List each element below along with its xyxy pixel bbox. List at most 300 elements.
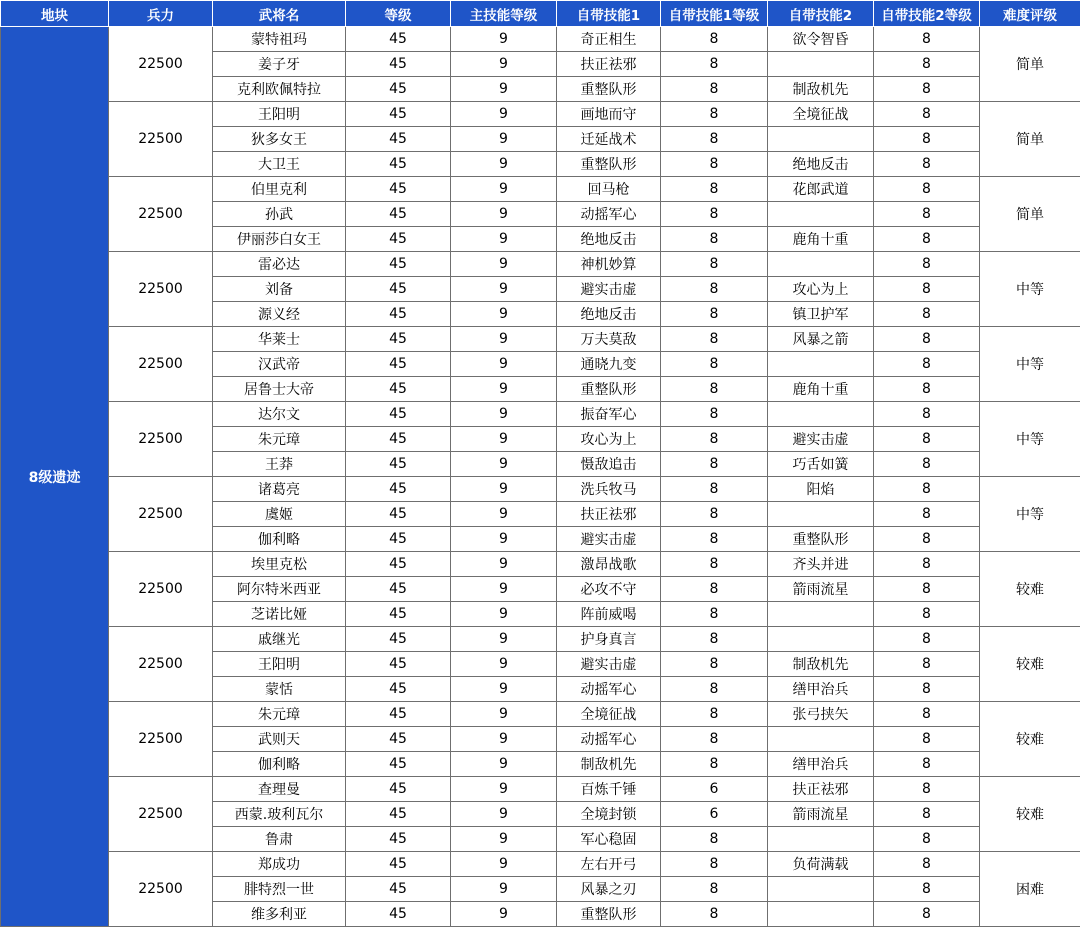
skill1-level-cell: 8 [661,77,768,102]
skill1-level-cell: 8 [661,177,768,202]
hero-name-cell: 狄多女王 [213,127,346,152]
level-cell: 45 [346,52,451,77]
level-cell: 45 [346,352,451,377]
skill1-level-cell: 8 [661,577,768,602]
skill1-cell: 左右开弓 [557,852,661,877]
skill2-level-cell: 8 [874,452,980,477]
hero-name-cell: 鲁肃 [213,827,346,852]
level-cell: 45 [346,852,451,877]
header-skill1-level: 自带技能1等级 [661,1,768,27]
skill1-level-cell: 8 [661,527,768,552]
skill2-cell: 箭雨流星 [768,577,874,602]
hero-name-cell: 汉武帝 [213,352,346,377]
skill2-level-cell: 8 [874,202,980,227]
table-row [1,852,1080,877]
level-cell: 45 [346,827,451,852]
header-hero-name: 武将名 [213,1,346,27]
troops-cell: 22500 [109,852,213,927]
table-row [1,777,1080,802]
header-skill1: 自带技能1 [557,1,661,27]
skill1-level-cell: 8 [661,352,768,377]
header-region: 地块 [1,1,109,27]
hero-name-cell: 伊丽莎白女王 [213,227,346,252]
skill2-cell: 欲令智昏 [768,27,874,52]
skill2-cell [768,827,874,852]
difficulty-cell: 困难 [980,852,1080,927]
skill2-cell [768,877,874,902]
table-row [1,327,1080,352]
skill1-cell: 护身真言 [557,627,661,652]
hero-name-cell: 腓特烈一世 [213,877,346,902]
skill2-level-cell: 8 [874,827,980,852]
skill1-cell: 全境封锁 [557,802,661,827]
hero-name-cell: 刘备 [213,277,346,302]
table-row [1,552,1080,577]
table-row [1,27,1080,52]
level-cell: 45 [346,377,451,402]
header-main-skill-level: 主技能等级 [451,1,557,27]
hero-name-cell: 华莱士 [213,327,346,352]
skill1-level-cell: 8 [661,277,768,302]
main-skill-level-cell: 9 [451,227,557,252]
skill1-cell: 画地而守 [557,102,661,127]
skill1-level-cell: 8 [661,27,768,52]
level-cell: 45 [346,277,451,302]
main-skill-level-cell: 9 [451,277,557,302]
difficulty-cell: 较难 [980,627,1080,702]
header-troops: 兵力 [109,1,213,27]
skill2-cell [768,502,874,527]
main-skill-level-cell: 9 [451,702,557,727]
table-row [1,102,1080,127]
hero-name-cell: 伽利略 [213,752,346,777]
skill1-level-cell: 8 [661,877,768,902]
skill2-level-cell: 8 [874,602,980,627]
skill2-cell [768,127,874,152]
level-cell: 45 [346,452,451,477]
skill2-level-cell: 8 [874,52,980,77]
skill2-level-cell: 8 [874,352,980,377]
main-skill-level-cell: 9 [451,452,557,477]
hero-name-cell: 克利欧佩特拉 [213,77,346,102]
skill2-cell [768,252,874,277]
skill2-level-cell: 8 [874,777,980,802]
skill1-cell: 回马枪 [557,177,661,202]
skill2-cell: 攻心为上 [768,277,874,302]
hero-name-cell: 达尔文 [213,402,346,427]
skill2-cell: 全境征战 [768,102,874,127]
main-skill-level-cell: 9 [451,577,557,602]
skill1-cell: 神机妙算 [557,252,661,277]
skill2-level-cell: 8 [874,227,980,252]
skill1-level-cell: 8 [661,677,768,702]
difficulty-cell: 中等 [980,327,1080,402]
skill1-level-cell: 8 [661,827,768,852]
main-skill-level-cell: 9 [451,802,557,827]
skill2-cell [768,727,874,752]
table-row [1,702,1080,727]
skill1-cell: 扶正祛邪 [557,502,661,527]
troops-cell: 22500 [109,777,213,852]
main-skill-level-cell: 9 [451,602,557,627]
skill1-cell: 动摇军心 [557,727,661,752]
skill1-cell: 动摇军心 [557,202,661,227]
table-row [1,252,1080,277]
skill1-cell: 避实击虚 [557,652,661,677]
hero-name-cell: 大卫王 [213,152,346,177]
level-cell: 45 [346,327,451,352]
main-skill-level-cell: 9 [451,27,557,52]
hero-name-cell: 王阳明 [213,102,346,127]
skill2-cell [768,902,874,927]
troops-cell: 22500 [109,252,213,327]
hero-name-cell: 维多利亚 [213,902,346,927]
main-skill-level-cell: 9 [451,552,557,577]
main-skill-level-cell: 9 [451,877,557,902]
main-skill-level-cell: 9 [451,727,557,752]
difficulty-cell: 较难 [980,552,1080,627]
skill1-level-cell: 8 [661,727,768,752]
skill1-cell: 重整队形 [557,377,661,402]
skill2-level-cell: 8 [874,577,980,602]
skill2-cell: 扶正祛邪 [768,777,874,802]
skill2-cell: 花郎武道 [768,177,874,202]
level-cell: 45 [346,752,451,777]
main-skill-level-cell: 9 [451,352,557,377]
level-cell: 45 [346,577,451,602]
level-cell: 45 [346,602,451,627]
skill2-cell: 制敌机先 [768,652,874,677]
difficulty-cell: 简单 [980,27,1080,102]
skill2-level-cell: 8 [874,302,980,327]
main-skill-level-cell: 9 [451,502,557,527]
skill2-cell: 阳焰 [768,477,874,502]
main-skill-level-cell: 9 [451,827,557,852]
level-cell: 45 [346,527,451,552]
level-cell: 45 [346,252,451,277]
level-cell: 45 [346,802,451,827]
skill1-cell: 慑敌追击 [557,452,661,477]
troops-cell: 22500 [109,702,213,777]
skill2-level-cell: 8 [874,427,980,452]
table-body [1,27,1080,927]
hero-name-cell: 阿尔特米西亚 [213,577,346,602]
level-cell: 45 [346,102,451,127]
main-skill-level-cell: 9 [451,202,557,227]
hero-name-cell: 姜子牙 [213,52,346,77]
difficulty-cell: 较难 [980,777,1080,852]
level-cell: 45 [346,877,451,902]
skill2-level-cell: 8 [874,402,980,427]
skill2-level-cell: 8 [874,377,980,402]
table-row [1,177,1080,202]
level-cell: 45 [346,777,451,802]
header-row [1,1,1080,27]
main-skill-level-cell: 9 [451,377,557,402]
level-cell: 45 [346,677,451,702]
skill1-cell: 避实击虚 [557,277,661,302]
main-skill-level-cell: 9 [451,427,557,452]
level-cell: 45 [346,152,451,177]
skill1-cell: 百炼千锤 [557,777,661,802]
hero-name-cell: 孙武 [213,202,346,227]
skill1-level-cell: 8 [661,202,768,227]
skill2-cell: 镇卫护军 [768,302,874,327]
skill1-level-cell: 8 [661,552,768,577]
difficulty-cell: 中等 [980,402,1080,477]
level-cell: 45 [346,227,451,252]
skill1-cell: 制敌机先 [557,752,661,777]
skill2-cell [768,202,874,227]
skill2-cell [768,402,874,427]
skill2-cell [768,52,874,77]
skill2-cell: 巧舌如簧 [768,452,874,477]
skill1-cell: 动摇军心 [557,677,661,702]
hero-name-cell: 埃里克松 [213,552,346,577]
skill2-level-cell: 8 [874,702,980,727]
level-cell: 45 [346,652,451,677]
skill1-level-cell: 8 [661,427,768,452]
skill2-level-cell: 8 [874,752,980,777]
skill1-cell: 洗兵牧马 [557,477,661,502]
difficulty-cell: 中等 [980,252,1080,327]
skill2-cell: 缮甲治兵 [768,752,874,777]
skill2-cell [768,602,874,627]
skill2-cell: 制敌机先 [768,77,874,102]
skill1-level-cell: 8 [661,477,768,502]
main-skill-level-cell: 9 [451,402,557,427]
level-cell: 45 [346,552,451,577]
hero-name-cell: 武则天 [213,727,346,752]
main-skill-level-cell: 9 [451,177,557,202]
skill1-level-cell: 8 [661,902,768,927]
skill2-level-cell: 8 [874,277,980,302]
skill2-level-cell: 8 [874,527,980,552]
main-skill-level-cell: 9 [451,152,557,177]
main-skill-level-cell: 9 [451,252,557,277]
skill2-level-cell: 8 [874,102,980,127]
hero-name-cell: 朱元璋 [213,427,346,452]
header-level: 等级 [346,1,451,27]
skill2-level-cell: 8 [874,902,980,927]
skill1-level-cell: 8 [661,52,768,77]
skill1-cell: 重整队形 [557,902,661,927]
skill1-level-cell: 8 [661,502,768,527]
skill2-cell: 重整队形 [768,527,874,552]
level-cell: 45 [346,702,451,727]
skill2-cell: 鹿角十重 [768,227,874,252]
troops-cell: 22500 [109,102,213,177]
header-skill2: 自带技能2 [768,1,874,27]
main-skill-level-cell: 9 [451,102,557,127]
level-cell: 45 [346,427,451,452]
header-skill2-level: 自带技能2等级 [874,1,980,27]
level-cell: 45 [346,77,451,102]
main-skill-level-cell: 9 [451,327,557,352]
hero-name-cell: 芝诺比娅 [213,602,346,627]
main-skill-level-cell: 9 [451,777,557,802]
hero-name-cell: 王阳明 [213,652,346,677]
skill1-cell: 军心稳固 [557,827,661,852]
skill1-level-cell: 8 [661,752,768,777]
skill2-level-cell: 8 [874,552,980,577]
skill2-cell: 绝地反击 [768,152,874,177]
difficulty-cell: 较难 [980,702,1080,777]
skill1-level-cell: 8 [661,252,768,277]
level-cell: 45 [346,202,451,227]
skill1-level-cell: 8 [661,702,768,727]
troops-cell: 22500 [109,27,213,102]
level-cell: 45 [346,627,451,652]
skill1-level-cell: 8 [661,652,768,677]
hero-name-cell: 王莽 [213,452,346,477]
difficulty-cell: 简单 [980,177,1080,252]
skill2-cell: 负荷满载 [768,852,874,877]
skill1-cell: 扶正祛邪 [557,52,661,77]
level-cell: 45 [346,127,451,152]
hero-name-cell: 源义经 [213,302,346,327]
hero-name-cell: 居鲁士大帝 [213,377,346,402]
hero-name-cell: 虞姬 [213,502,346,527]
troops-cell: 22500 [109,552,213,627]
skill1-cell: 阵前威喝 [557,602,661,627]
skill2-level-cell: 8 [874,852,980,877]
hero-name-cell: 郑成功 [213,852,346,877]
skill2-level-cell: 8 [874,727,980,752]
main-skill-level-cell: 9 [451,77,557,102]
difficulty-cell: 中等 [980,477,1080,552]
troops-cell: 22500 [109,477,213,552]
skill1-level-cell: 8 [661,402,768,427]
hero-name-cell: 雷必达 [213,252,346,277]
skill1-cell: 绝地反击 [557,227,661,252]
troops-cell: 22500 [109,627,213,702]
difficulty-cell: 简单 [980,102,1080,177]
main-skill-level-cell: 9 [451,52,557,77]
hero-name-cell: 蒙恬 [213,677,346,702]
main-skill-level-cell: 9 [451,127,557,152]
skill1-level-cell: 6 [661,802,768,827]
main-skill-level-cell: 9 [451,527,557,552]
skill1-level-cell: 8 [661,452,768,477]
skill2-cell [768,352,874,377]
skill1-level-cell: 8 [661,602,768,627]
skill1-cell: 通晓九变 [557,352,661,377]
skill1-cell: 避实击虚 [557,527,661,552]
level-cell: 45 [346,302,451,327]
skill2-level-cell: 8 [874,27,980,52]
level-cell: 45 [346,402,451,427]
table-row [1,477,1080,502]
main-skill-level-cell: 9 [451,627,557,652]
main-skill-level-cell: 9 [451,652,557,677]
skill2-level-cell: 8 [874,877,980,902]
table-row [1,627,1080,652]
skill2-cell: 箭雨流星 [768,802,874,827]
skill1-cell: 重整队形 [557,152,661,177]
skill1-cell: 必攻不守 [557,577,661,602]
skill1-cell: 风暴之刃 [557,877,661,902]
level-cell: 45 [346,177,451,202]
skill2-level-cell: 8 [874,802,980,827]
hero-name-cell: 查理曼 [213,777,346,802]
skill1-level-cell: 8 [661,227,768,252]
skill2-cell: 齐头并进 [768,552,874,577]
skill1-level-cell: 8 [661,627,768,652]
skill1-level-cell: 8 [661,377,768,402]
skill2-level-cell: 8 [874,677,980,702]
troops-cell: 22500 [109,327,213,402]
hero-name-cell: 诸葛亮 [213,477,346,502]
skill2-level-cell: 8 [874,502,980,527]
skill1-level-cell: 8 [661,852,768,877]
skill2-cell: 张弓挟矢 [768,702,874,727]
hero-name-cell: 伯里克利 [213,177,346,202]
skill1-level-cell: 8 [661,302,768,327]
level-cell: 45 [346,727,451,752]
skill1-cell: 全境征战 [557,702,661,727]
skill1-cell: 重整队形 [557,77,661,102]
skill2-cell: 风暴之箭 [768,327,874,352]
skill2-level-cell: 8 [874,177,980,202]
main-skill-level-cell: 9 [451,477,557,502]
hero-name-cell: 蒙特祖玛 [213,27,346,52]
main-skill-level-cell: 9 [451,902,557,927]
skill1-cell: 绝地反击 [557,302,661,327]
skill1-cell: 振奋军心 [557,402,661,427]
main-skill-level-cell: 9 [451,677,557,702]
skill1-level-cell: 8 [661,102,768,127]
level-cell: 45 [346,502,451,527]
skill2-level-cell: 8 [874,477,980,502]
main-skill-level-cell: 9 [451,752,557,777]
troops-cell: 22500 [109,177,213,252]
level-cell: 45 [346,902,451,927]
level-cell: 45 [346,27,451,52]
skill1-level-cell: 8 [661,327,768,352]
hero-name-cell: 西蒙.玻利瓦尔 [213,802,346,827]
main-skill-level-cell: 9 [451,302,557,327]
skill1-cell: 奇正相生 [557,27,661,52]
skill1-level-cell: 8 [661,152,768,177]
troops-cell: 22500 [109,402,213,477]
skill1-level-cell: 6 [661,777,768,802]
hero-name-cell: 朱元璋 [213,702,346,727]
skill2-level-cell: 8 [874,627,980,652]
hero-name-cell: 伽利略 [213,527,346,552]
skill1-level-cell: 8 [661,127,768,152]
skill2-cell [768,627,874,652]
skill2-cell: 缮甲治兵 [768,677,874,702]
header-difficulty: 难度评级 [980,1,1080,27]
table-row [1,402,1080,427]
skill2-level-cell: 8 [874,252,980,277]
main-skill-level-cell: 9 [451,852,557,877]
skill2-level-cell: 8 [874,652,980,677]
skill1-cell: 万夫莫敌 [557,327,661,352]
skill2-level-cell: 8 [874,327,980,352]
skill2-level-cell: 8 [874,77,980,102]
skill2-level-cell: 8 [874,127,980,152]
skill1-cell: 迁延战术 [557,127,661,152]
skill1-cell: 攻心为上 [557,427,661,452]
region-cell: 8级遗迹 [1,27,109,927]
skill2-level-cell: 8 [874,152,980,177]
level-cell: 45 [346,477,451,502]
skill2-cell: 鹿角十重 [768,377,874,402]
skill2-cell: 避实击虚 [768,427,874,452]
skill1-cell: 激昂战歌 [557,552,661,577]
